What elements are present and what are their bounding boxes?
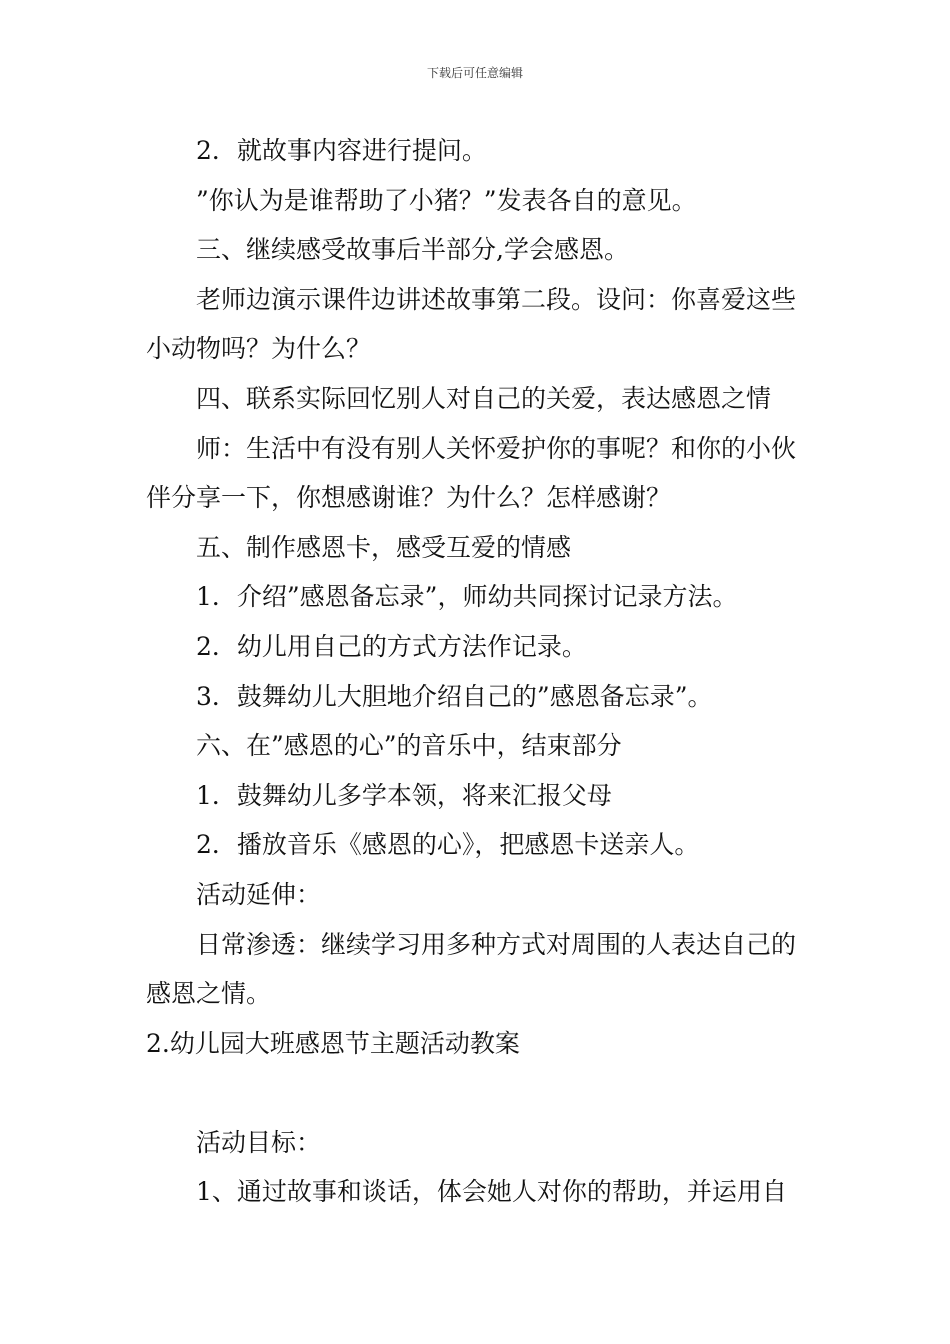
section-heading: 四、联系实际回忆别人对自己的关爱，表达感恩之情 — [196, 383, 772, 413]
paragraph: 3．鼓舞幼儿大胆地介绍自己的”感恩备忘录”。 — [196, 681, 713, 711]
paragraph: ”你认为是谁帮助了小猪？”发表各自的意见。 — [196, 185, 697, 215]
paragraph: 日常渗透：继续学习用多种方式对周围的人表达自己的感恩之情。 — [146, 929, 797, 1009]
paragraph: 1．鼓舞幼儿多学本领，将来汇报父母 — [196, 780, 612, 810]
page-header: 下载后可任意编辑 — [426, 66, 523, 80]
document-title: 2.幼儿园大班感恩节主题活动教案 — [146, 1028, 520, 1058]
document-body — [146, 126, 810, 1217]
section-heading: 六、在”感恩的心”的音乐中，结束部分 — [196, 731, 622, 761]
blank-line — [146, 1068, 810, 1118]
section-heading: 三、继续感受故事后半部分,学会感恩。 — [196, 235, 629, 265]
paragraph: 活动延伸： — [196, 879, 322, 909]
paragraph: 师：生活中有没有别人关怀爱护你的事呢？和你的小伙伴分享一下，你想感谢谁？为什么？怎样感谢？ — [146, 433, 797, 513]
paragraph: 1．介绍”感恩备忘录”，师幼共同探讨记录方法。 — [196, 582, 738, 612]
paragraph: 2．幼儿用自己的方式方法作记录。 — [196, 631, 587, 661]
paragraph: 老师边演示课件边讲述故事第二段。设问：你喜爱这些小动物吗？为什么？ — [146, 284, 797, 364]
paragraph: 2．就故事内容进行提问。 — [196, 136, 487, 165]
paragraph: 1、通过故事和谈话，体会她人对你的帮助，并运用自 — [196, 1177, 787, 1207]
paragraph: 活动目标： — [196, 1127, 322, 1157]
paragraph: 2．播放音乐《感恩的心》，把感恩卡送亲人。 — [196, 830, 700, 860]
section-heading: 五、制作感恩卡，感受互爱的情感 — [196, 532, 572, 562]
